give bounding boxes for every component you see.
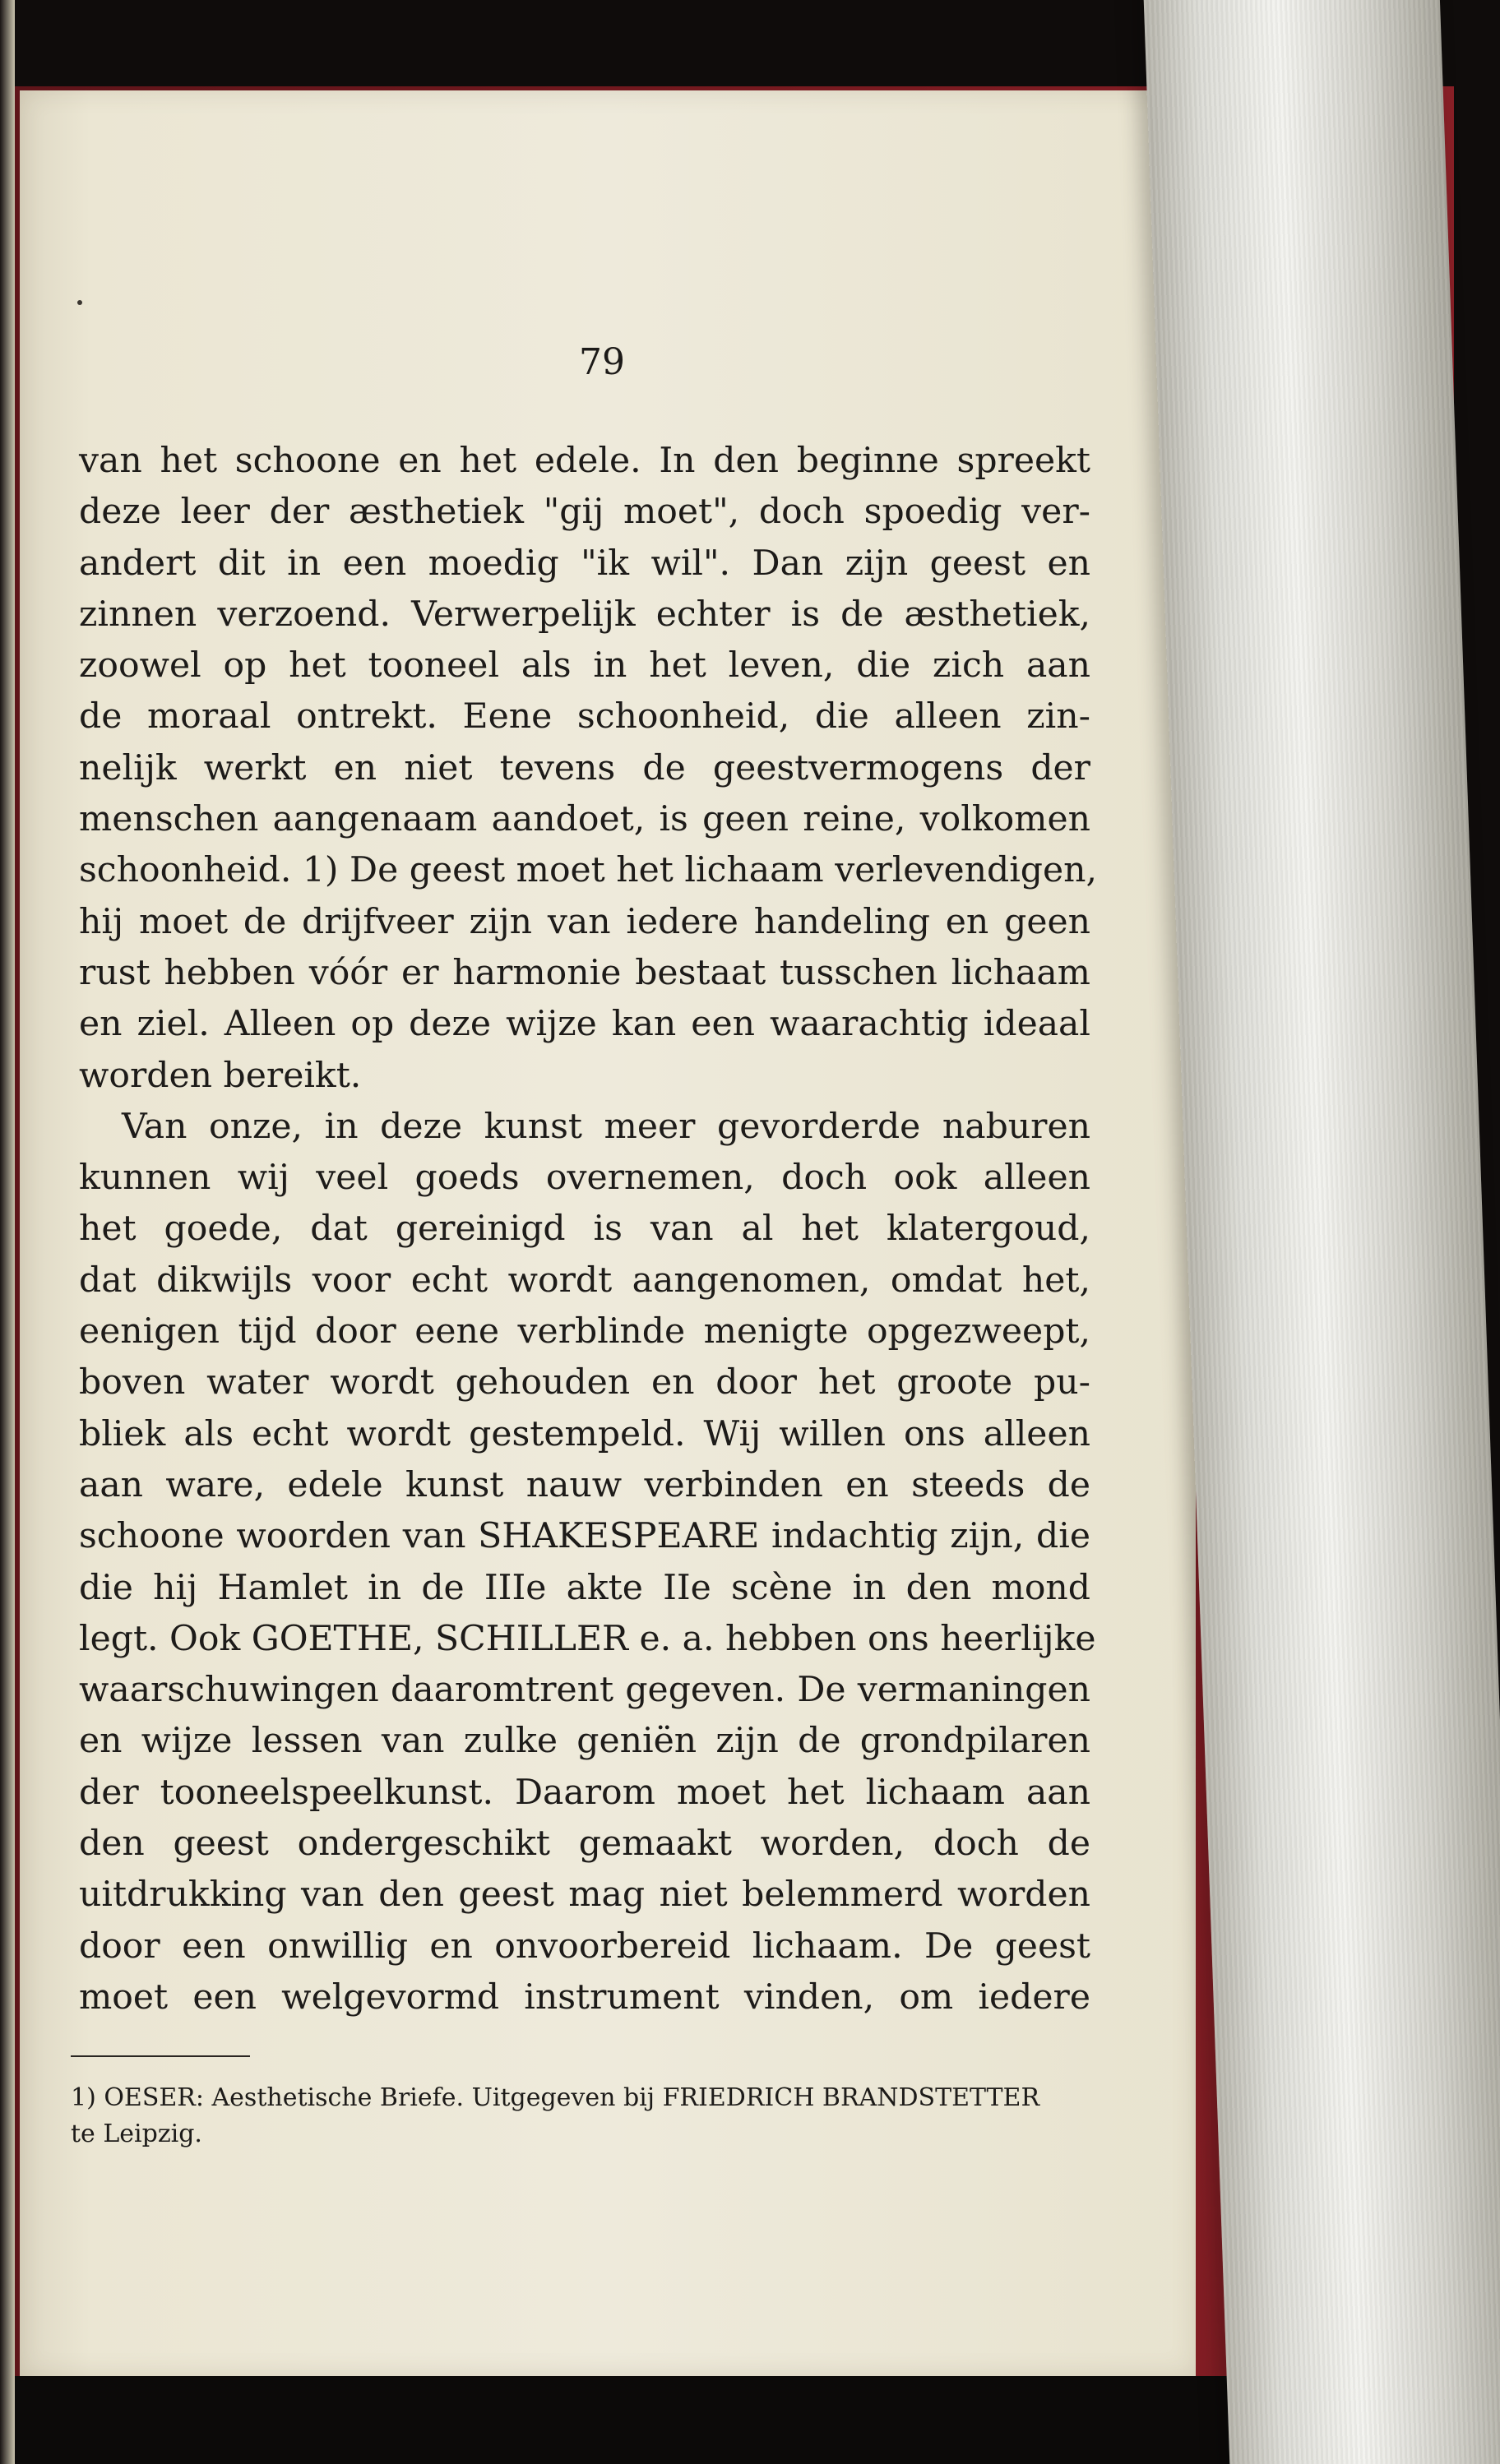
text-line: bliek als echt wordt gestempeld. Wij willen ons alleen: [79, 1413, 1090, 1454]
body-text: [79, 436, 1098, 2023]
text-line: van het schoone en het edele. In den beginne spreekt: [79, 441, 1090, 481]
text-line: worden bereikt.: [79, 1055, 362, 1096]
footnote: [71, 2080, 1082, 2152]
book-page: [20, 90, 1196, 2376]
ink-speck: [77, 300, 82, 305]
text-line: door een onwillig en onvoorbereid lichaam. De geest: [79, 1925, 1090, 1967]
text-line: schoone woorden van SHAKESPEARE indachtig zijn, die: [79, 1516, 1090, 1557]
text-line: uitdrukking van den geest mag niet belemmerd worden: [79, 1875, 1090, 1916]
text-line: eenigen tijd door eene verblinde menigte opgezweept,: [79, 1311, 1090, 1352]
text-line: boven water wordt gehouden en door het groote pu-: [79, 1362, 1090, 1403]
footnote-rule: [71, 2055, 250, 2057]
text-line: deze leer der æsthetiek "gij moet", doch spoedig ver-: [79, 492, 1090, 533]
text-line: de moraal ontrekt. Eene schoonheid, die alleen zin-: [79, 696, 1090, 737]
text-line: en ziel. Alleen op deze wijze kan een waarachtig ideaal: [79, 1004, 1090, 1045]
footnote-line: 1) OESER: Aesthetische Briefe. Uitgegeven bij FRIEDRICH BRANDSTETTER: [71, 2083, 1040, 2112]
text-line: waarschuwingen daaromtrent gegeven. De vermaningen: [79, 1670, 1090, 1711]
text-line: zoowel op het tooneel als in het leven, die zich aan: [79, 645, 1090, 686]
text-line: Van onze, in deze kunst meer gevorderde naburen: [122, 1106, 1090, 1147]
text-line: schoonheid. 1) De geest moet het lichaam verlevendigen,: [79, 850, 1098, 891]
page-number: 79: [579, 341, 625, 383]
text-line: legt. Ook GOETHE, SCHILLER e. a. hebben ons heerlijke: [79, 1618, 1096, 1659]
footnote-line: te Leipzig.: [71, 2120, 202, 2148]
text-line: andert dit in een moedig "ik wil". Dan zijn geest en: [79, 543, 1090, 584]
text-line: moet een welgevormd instrument vinden, om iedere: [79, 1976, 1090, 2018]
text-line: rust hebben vóór er harmonie bestaat tusschen lichaam: [79, 952, 1090, 993]
text-line: den geest ondergeschikt gemaakt worden, doch de: [79, 1824, 1090, 1865]
text-line: der tooneelspeelkunst. Daarom moet het lichaam aan: [79, 1772, 1090, 1813]
text-line: aan ware, edele kunst nauw verbinden en steeds de: [79, 1464, 1090, 1505]
text-line: kunnen wij veel goeds overnemen, doch ook alleen: [79, 1158, 1090, 1199]
text-line: dat dikwijls voor echt wordt aangenomen, omdat het,: [79, 1260, 1090, 1301]
facing-page-edge: [0, 0, 15, 2464]
text-line: die hij Hamlet in de IIIe akte IIe scène in den mond: [79, 1567, 1090, 1608]
text-line: zinnen verzoend. Verwerpelijk echter is de æsthetiek,: [79, 594, 1090, 635]
text-line: en wijze lessen van zulke geniën zijn de grondpilaren: [79, 1721, 1090, 1762]
text-line: het goede, dat gereinigd is van al het klatergoud,: [79, 1209, 1090, 1250]
text-line: menschen aangenaam aandoet, is geen reine, volkomen: [79, 799, 1090, 840]
text-line: nelijk werkt en niet tevens de geestvermogens der: [79, 747, 1090, 788]
text-line: hij moet de drijfveer zijn van iedere handeling en geen: [79, 901, 1090, 942]
